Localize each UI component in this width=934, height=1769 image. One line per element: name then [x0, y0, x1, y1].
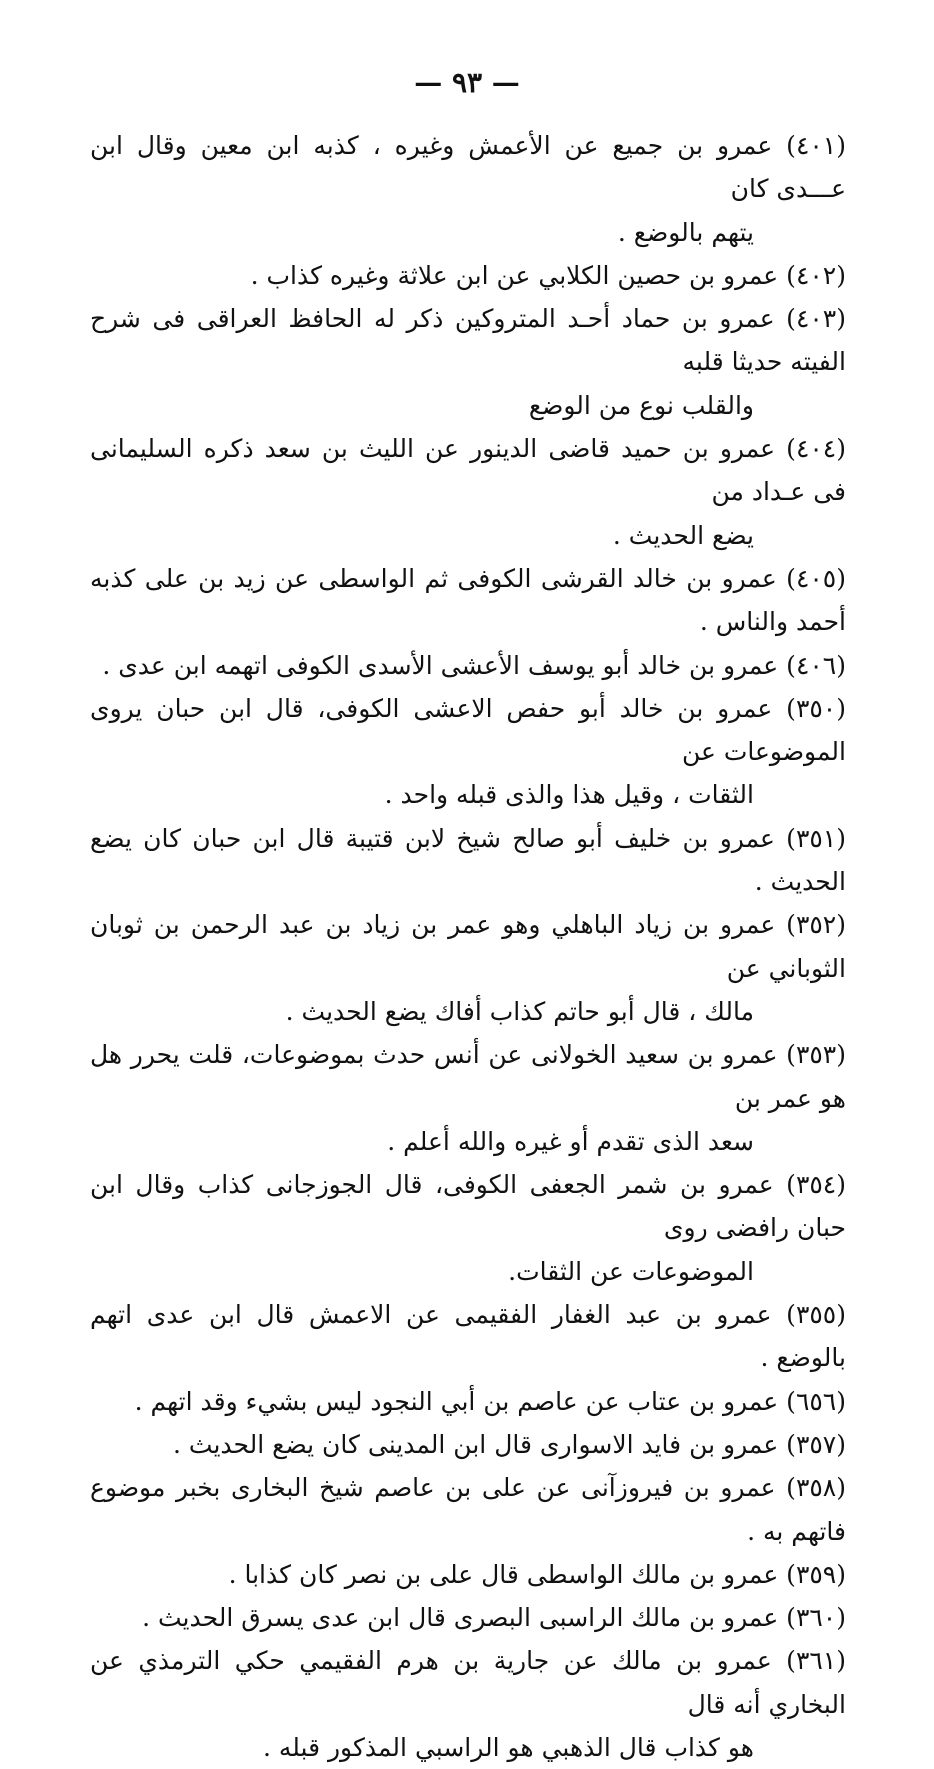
entry-402 — [90, 254, 846, 297]
entries-list — [90, 124, 846, 1769]
entry-359 — [90, 1553, 846, 1596]
entry-text: (٣٦١) عمرو بن مالك عن جارية بن هرم الفقيمي حكي الترمذي عن البخاري أنه قال — [90, 1646, 846, 1719]
entry-356 — [90, 1380, 846, 1423]
entry-352 — [90, 903, 846, 1033]
entry-text: (٣٥٢) عمرو بن زياد الباهلي وهو عمر بن زياد بن عبد الرحمن بن ثوبان الثوباني عن — [90, 910, 846, 983]
entry-354 — [90, 1163, 846, 1293]
entry-358 — [90, 1466, 846, 1553]
entry-text: (٤٠٢) عمرو بن حصين الكلابي عن ابن علاثة وغيره كذاب . — [250, 260, 846, 290]
entry-text: (٦٥٦) عمرو بن عتاب عن عاصم بن أبي النجود ليس بشيء وقد اتهم . — [134, 1386, 846, 1416]
entry-continuation: مالك ، قال أبو حاتم كذاب أفاك يضع الحديث . — [285, 996, 754, 1026]
entry-continuation: يتهم بالوضع . — [617, 217, 754, 247]
entry-350 — [90, 687, 846, 817]
entry-text: (٣٥٥) عمرو بن عبد الغفار الفقيمى عن الاعمش قال ابن عدى اتهم بالوضع . — [90, 1300, 846, 1373]
entry-403 — [90, 297, 846, 427]
entry-text: (٣٥٩) عمرو بن مالك الواسطى قال على بن نصر كان كذابا . — [228, 1559, 846, 1589]
entry-405 — [90, 557, 846, 644]
entry-text: (٣٦٠) عمرو بن مالك الراسبى البصرى قال ابن عدى يسرق الحديث . — [142, 1603, 846, 1633]
entry-404 — [90, 427, 846, 557]
entry-text: (٣٥٤) عمرو بن شمر الجعفى الكوفى، قال الجوزجانى كذاب وقال ابن حبان رافضى روى — [90, 1170, 846, 1243]
entry-text: (٣٥٨) عمرو بن فيروزآنى عن على بن عاصم شيخ البخارى بخبر موضوع فاتهم به . — [90, 1473, 846, 1546]
entry-360 — [90, 1596, 846, 1639]
entry-361 — [90, 1639, 846, 1769]
entry-text: (٤٠١) عمرو بن جميع عن الأعمش وغيره ، كذبه ابن معين وقال ابن عـــدى كان — [90, 131, 846, 204]
entry-357 — [90, 1423, 846, 1466]
entry-353 — [90, 1033, 846, 1163]
entry-406 — [90, 644, 846, 687]
entry-text: (٣٥٧) عمرو بن فايد الاسوارى قال ابن المدينى كان يضع الحديث . — [173, 1429, 846, 1459]
entry-continuation: الثقات ، وقيل هذا والذى قبله واحد . — [384, 780, 754, 810]
entry-continuation: سعد الذى تقدم أو غيره والله أعلم . — [387, 1126, 754, 1156]
entry-text: (٤٠٣) عمرو بن حماد أحـد المتروكين ذكر له الحافظ العراقى فى شرح الفيته حديثا قلبه — [90, 304, 846, 377]
entry-text: (٣٥٠) عمرو بن خالد أبو حفص الاعشى الكوفى، قال ابن حبان يروى الموضوعات عن — [90, 693, 846, 767]
page-number: — ٩٣ — — [414, 66, 520, 99]
entry-351 — [90, 817, 846, 904]
entry-continuation: الموضوعات عن الثقات. — [508, 1256, 754, 1286]
entry-text: (٤٠٥) عمرو بن خالد القرشى الكوفى ثم الواسطى عن زيد بن على كذبه أحمد والناس . — [90, 563, 846, 637]
entry-continuation: والقلب نوع من الوضع — [528, 390, 754, 420]
entry-text: (٣٥٣) عمرو بن سعيد الخولانى عن أنس حدث بموضوعات، قلت يحرر هل هو عمر بن — [90, 1040, 846, 1113]
entry-text: (٤٠٤) عمرو بن حميد قاضى الدينور عن الليث بن سعد ذكره السليمانى فى عـداد من — [90, 434, 846, 507]
entry-401 — [90, 124, 846, 254]
entry-text: (٣٥١) عمرو بن خليف أبو صالح شيخ لابن قتيبة قال ابن حبان كان يضع الحديث . — [90, 823, 846, 897]
entry-continuation: يضع الحديث . — [612, 520, 754, 550]
entry-continuation: هو كذاب قال الذهبي هو الراسبي المذكور قبله . — [262, 1732, 754, 1762]
entry-355 — [90, 1293, 846, 1380]
entry-text: (٤٠٦) عمرو بن خالد أبو يوسف الأعشى الأسدى الكوفى اتهمه ابن عدى . — [102, 650, 846, 680]
